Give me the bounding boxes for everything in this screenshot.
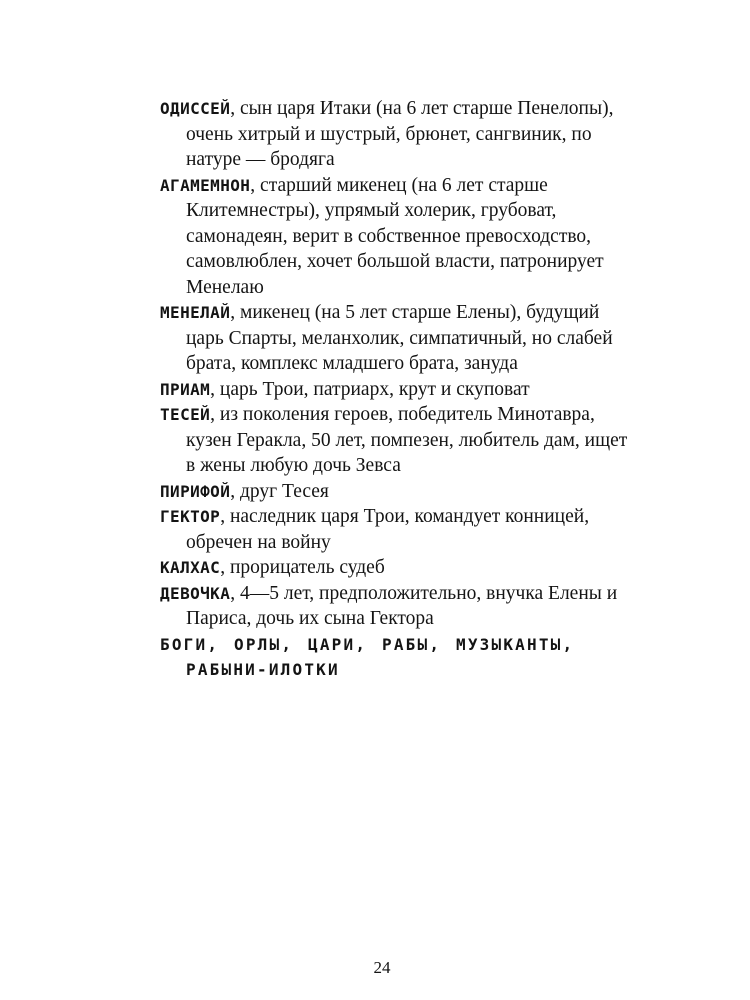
character-description: , из поколения героев, победитель Минотавра, кузен Геракла, 50 лет, помпезен, любитель дам, ищет в жены любую дочь Зевса	[186, 404, 628, 476]
character-name: ПИРИФОЙ	[160, 481, 231, 501]
character-name: КАЛХАС	[160, 558, 221, 577]
chorus-names: БОГИ, ОРЛЫ, ЦАРИ, РАБЫ, МУЗЫКАНТЫ, РАБЫНИ-ИЛОТКИ	[160, 634, 575, 679]
page-number: 24	[373, 958, 391, 977]
cast-entry-agamemnon	[160, 173, 640, 301]
character-description: , старший микенец (на 6 лет старше Клитемнестры), упрямый холерик, грубоват, самонадеян, верит в собственное превосходство, самовлюблен, хочет большой власти, патронирует Менелаю	[186, 174, 604, 298]
character-name: ГЕКТОР	[160, 507, 221, 526]
cast-entry-theseus	[160, 402, 640, 479]
character-name: ТЕСЕЙ	[160, 405, 211, 424]
character-description: , 4—5 лет, предположительно, внучка Елены и Париса, дочь их сына Гектора	[186, 582, 618, 629]
cast-entry-priam	[160, 377, 640, 403]
cast-entry-hector	[160, 504, 640, 555]
cast-entry-girl	[160, 581, 640, 632]
dramatis-personae-list	[160, 96, 640, 683]
character-name: ОДИССЕЙ	[160, 99, 231, 118]
character-name: АГАМЕМНОН	[160, 175, 251, 195]
character-name: ПРИАМ	[160, 379, 211, 399]
character-description: , царь Трои, патриарх, крут и скуповат	[210, 378, 530, 400]
cast-entry-odysseus	[160, 96, 640, 173]
character-name: МЕНЕЛАЙ	[160, 303, 231, 322]
character-description: , наследник царя Трои, командует конницей, обречен на войну	[186, 506, 590, 553]
cast-entry-pirithous	[160, 479, 640, 505]
character-description: , сын царя Итаки (на 6 лет старше Пенелопы), очень хитрый и шустрый, брюнет, сангвиник, по натуре — бродяга	[186, 98, 614, 170]
character-description: , микенец (на 5 лет старше Елены), будущий царь Спарты, меланхолик, симпатичный, но слабей брата, комплекс младшего брата, зануда	[186, 302, 613, 374]
character-description: , прорицатель судеб	[220, 557, 385, 578]
cast-entry-menelaus	[160, 300, 640, 377]
cast-entry-chorus	[160, 632, 640, 683]
cast-entry-calchas	[160, 555, 640, 581]
character-name: ДЕВОЧКА	[160, 583, 231, 603]
character-description: , друг Тесея	[230, 480, 329, 502]
